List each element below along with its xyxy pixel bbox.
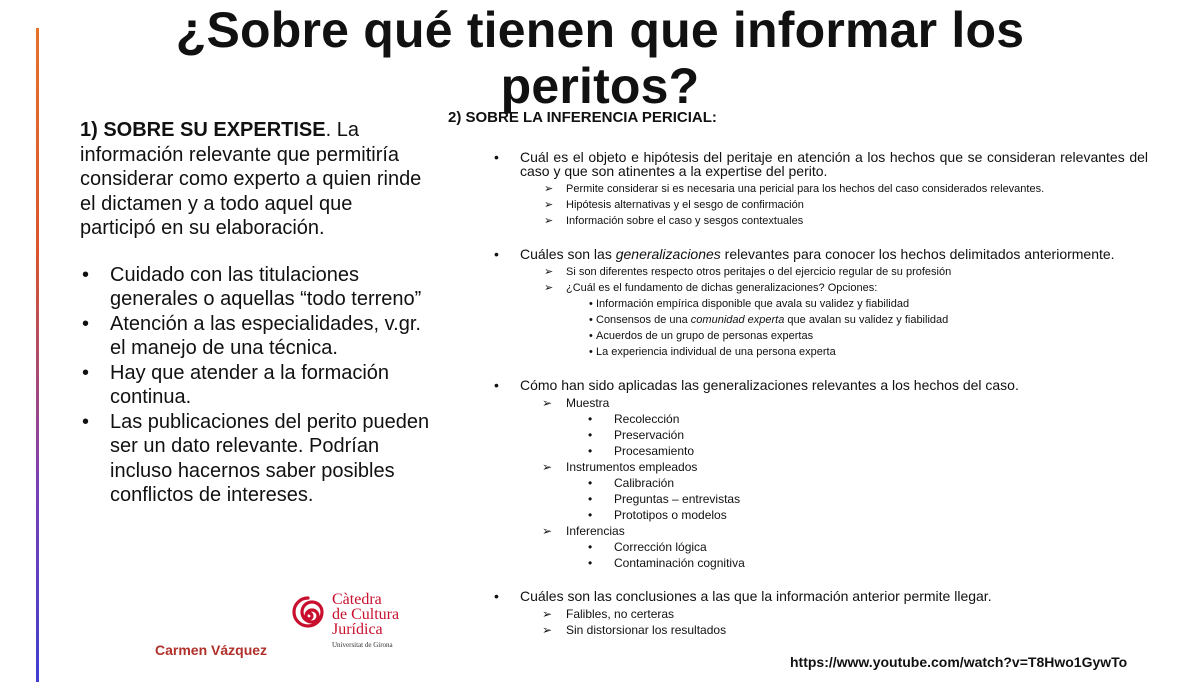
sub-item: [448, 395, 1148, 411]
item-text: relevantes para conocer los hechos delimitados anteriormente.: [720, 246, 1115, 262]
sub-sub-item-text: Corrección lógica: [614, 540, 707, 554]
sub-sub-item: [448, 427, 1148, 443]
list-item: [80, 312, 430, 361]
sub-item-text: Sin distorsionar los resultados: [566, 623, 727, 637]
sub-sub-item: [448, 475, 1148, 491]
bullet-icon: •: [588, 428, 593, 442]
list-item: [448, 247, 1148, 261]
sub-sub-item-text: Prototipos o modelos: [614, 508, 727, 522]
list-item: [80, 263, 430, 312]
bullet-icon: •: [588, 492, 593, 506]
sub-sub-item-text: Preguntas – entrevistas: [614, 492, 741, 506]
spiral-logo-icon: [288, 592, 330, 640]
arrow-icon: ➢: [542, 460, 553, 474]
sub-sub-item-text: Preservación: [614, 428, 685, 442]
bullet-icon: •: [588, 556, 593, 570]
sub-sub-item-text: Contaminación cognitiva: [614, 556, 745, 570]
list-item: [448, 589, 1148, 603]
option-item: [448, 296, 1148, 312]
sub-item-text: Hipótesis alternativas y el sesgo de confirmación: [566, 199, 804, 211]
option-text: Acuerdos de un grupo de personas expertas: [596, 330, 814, 342]
page-title: ¿Sobre qué tienen que informar los peritos?: [175, 2, 1025, 114]
arrow-icon: ➢: [542, 396, 553, 410]
bullet-text: Hay que atender a la formación continua.: [110, 361, 390, 408]
list-item: [80, 410, 430, 508]
sub-sub-item: [448, 443, 1148, 459]
sub-item-text: Falibles, no certeras: [566, 607, 675, 621]
bullet-text: Cuidado con las titulaciones generales o aquellas “todo terreno”: [110, 263, 422, 310]
option-text: Información empírica disponible que avala su validez y fiabilidad: [596, 298, 910, 310]
sub-item-text: Inferencias: [566, 524, 625, 538]
option-item: [448, 328, 1148, 344]
option-emphasis: comunidad experta: [690, 314, 785, 326]
logo-subtitle: Universitat de Girona: [332, 641, 393, 649]
arrow-icon: ➢: [544, 266, 554, 278]
logo-line: Càtedra: [332, 591, 382, 608]
bullet-icon: •: [588, 444, 593, 458]
bullet-icon: •: [588, 540, 593, 554]
accent-line: [36, 28, 39, 682]
option-text: Consensos de una: [596, 314, 691, 326]
sub-item-text: Información sobre el caso y sesgos contextuales: [566, 215, 804, 227]
bullet-icon: •: [588, 476, 593, 490]
catedra-logo: [288, 592, 448, 672]
sub-item: [448, 523, 1148, 539]
video-link[interactable]: https://www.youtube.com/watch?v=T8Hwo1GywTo: [790, 654, 1128, 670]
bullet-icon: •: [82, 263, 90, 286]
bullet-icon: •: [588, 412, 593, 426]
item-text: Cuál es el objeto e hipótesis del peritaje en atención a los hechos que se consideran relevantes del caso y que son atinentes a la expertise del perito.: [520, 149, 1148, 179]
bullet-icon: •: [494, 377, 499, 393]
sub-item-text: ¿Cuál es el fundamento de dichas generalizaciones? Opciones:: [566, 282, 878, 294]
bullet-icon: •: [82, 312, 90, 335]
option-item: [448, 344, 1148, 360]
sub-item-text: Muestra: [566, 396, 610, 410]
sub-sub-item: [448, 411, 1148, 427]
expertise-section: [80, 118, 430, 508]
sub-sub-item: [448, 491, 1148, 507]
sub-sub-item-text: Procesamiento: [614, 444, 695, 458]
expertise-bullets: [80, 263, 430, 508]
expertise-text: . La información relevante que permitiría considerar como experto a quien rinde el dictamen y a todo aquel que participó en su elaboración.: [80, 119, 422, 239]
sub-item: [448, 264, 1148, 280]
bullet-icon: •: [494, 246, 499, 262]
arrow-icon: ➢: [542, 623, 553, 637]
bullet-icon: •: [589, 298, 593, 310]
bullet-icon: •: [589, 314, 593, 326]
bullet-text: Atención a las especialidades, v.gr. el manejo de una técnica.: [110, 312, 421, 359]
list-item: [80, 361, 430, 410]
sub-item: [448, 622, 1148, 638]
sub-sub-item: [448, 539, 1148, 555]
bullet-text: Las publicaciones del perito pueden ser un dato relevante. Podrían incluso hacernos saber posibles conflictos de intereses.: [110, 410, 430, 506]
item-text: Cuáles son las: [520, 246, 616, 262]
bullet-icon: •: [589, 330, 593, 342]
bullet-icon: •: [82, 361, 90, 384]
option-text: que avalan su validez y fiabilidad: [784, 314, 949, 326]
sub-item: [448, 280, 1148, 296]
sub-sub-item-text: Recolección: [614, 412, 680, 426]
bullet-icon: •: [494, 588, 499, 604]
bullet-icon: •: [588, 508, 593, 522]
sub-item-text: Permite considerar si es necesaria una pericial para los hechos del caso considerados relevantes.: [566, 183, 1045, 195]
logo-line: Jurídica: [332, 621, 383, 638]
sub-item: [448, 213, 1148, 229]
sub-item-text: Si son diferentes respecto otros peritajes o del ejercicio regular de su profesión: [566, 266, 952, 278]
inference-heading: 2) SOBRE LA INFERENCIA PERICIAL:: [448, 109, 717, 126]
arrow-icon: ➢: [544, 183, 554, 195]
logo-line: de Cultura: [332, 606, 400, 623]
sub-sub-item: [448, 507, 1148, 523]
bullet-icon: •: [82, 410, 90, 433]
sub-item: [448, 197, 1148, 213]
bullet-icon: •: [494, 149, 499, 165]
arrow-icon: ➢: [542, 607, 553, 621]
sub-sub-item: [448, 555, 1148, 571]
inference-section: [448, 110, 1148, 638]
sub-item: [448, 181, 1148, 197]
list-item: [448, 150, 1148, 178]
item-text: Cuáles son las conclusiones a las que la información anterior permite llegar.: [520, 588, 992, 604]
sub-item-text: Instrumentos empleados: [566, 460, 698, 474]
arrow-icon: ➢: [544, 282, 554, 294]
sub-sub-item-text: Calibración: [614, 476, 675, 490]
expertise-heading: 1) SOBRE SU EXPERTISE: [80, 119, 326, 141]
logo-text: [332, 592, 452, 649]
item-emphasis: generalizaciones: [615, 246, 721, 262]
bullet-icon: •: [589, 346, 593, 358]
arrow-icon: ➢: [542, 524, 553, 538]
item-text: Cómo han sido aplicadas las generalizaciones relevantes a los hechos del caso.: [520, 377, 1019, 393]
sub-item: [448, 459, 1148, 475]
expertise-intro: [80, 118, 430, 241]
list-item: [448, 378, 1148, 392]
sub-item: [448, 606, 1148, 622]
arrow-icon: ➢: [544, 199, 554, 211]
author-name: Carmen Vázquez: [155, 642, 268, 658]
option-text: La experiencia individual de una persona experta: [596, 346, 836, 358]
option-item: [448, 312, 1148, 328]
arrow-icon: ➢: [544, 215, 554, 227]
